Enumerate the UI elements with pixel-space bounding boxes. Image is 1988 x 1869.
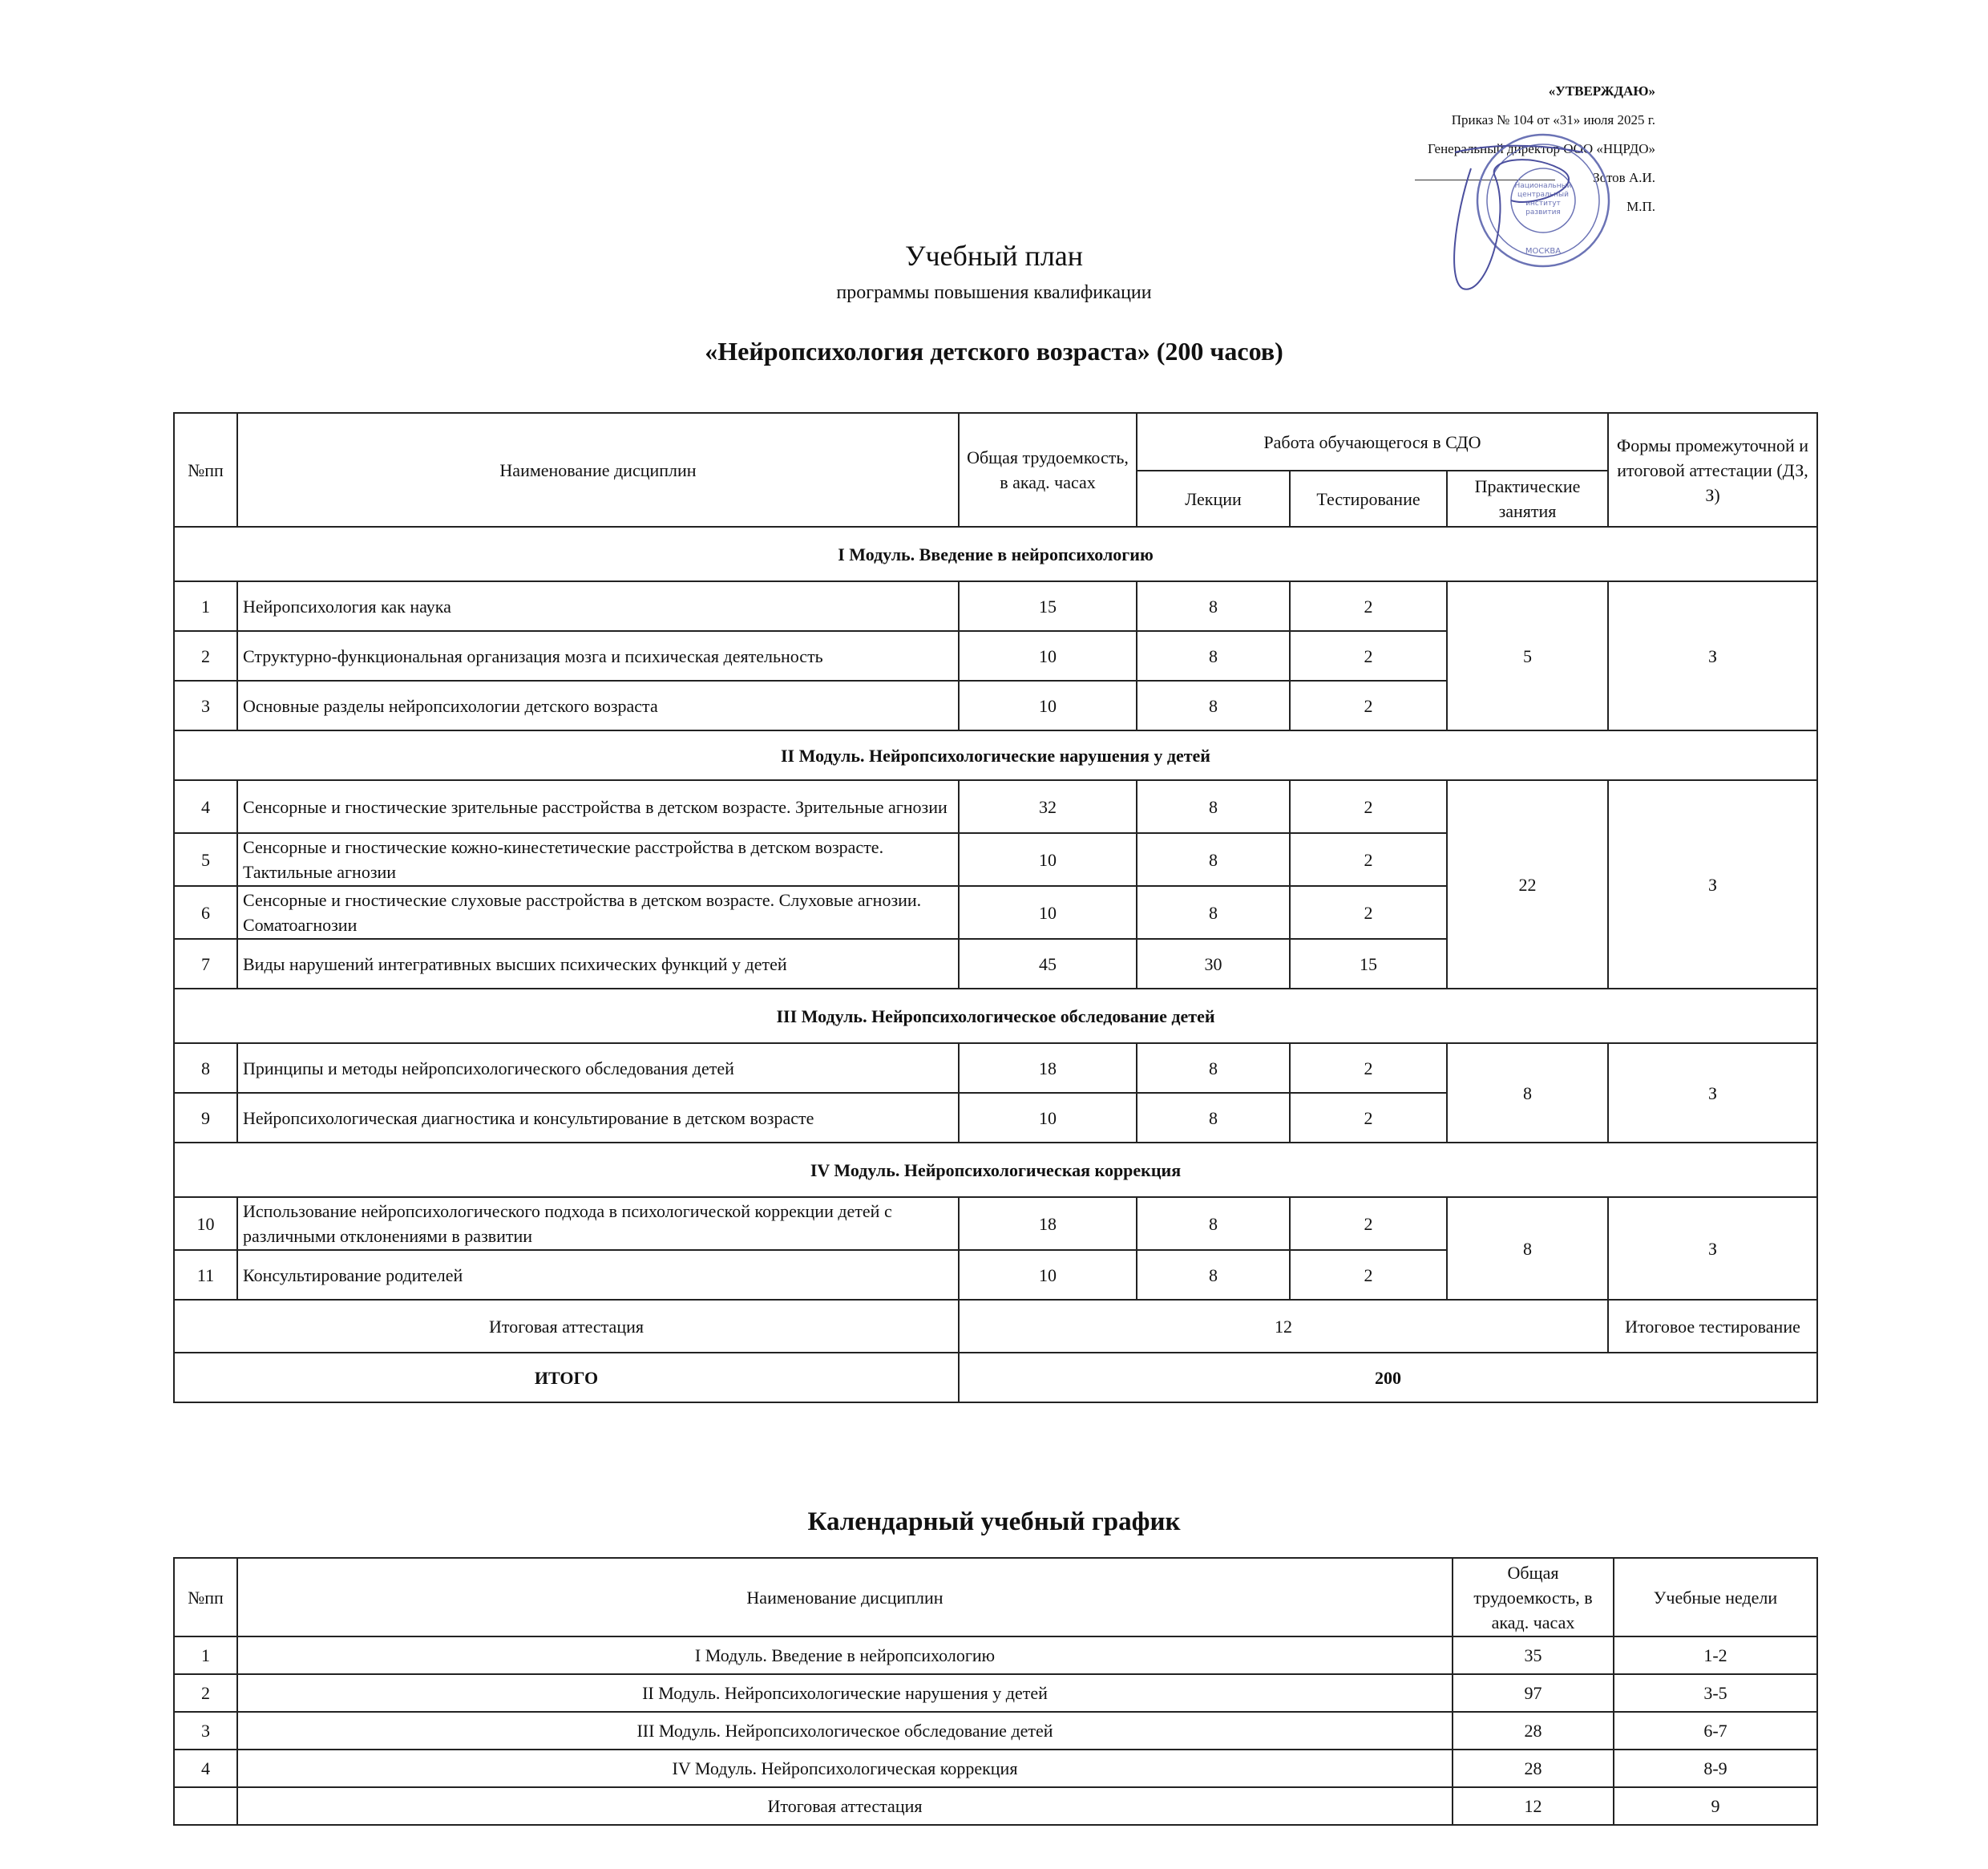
- total-row: [174, 1353, 1817, 1402]
- module-title: III Модуль. Нейропсихологическое обследование детей: [174, 989, 1817, 1043]
- row-num: 10: [174, 1197, 237, 1250]
- module-title: I Модуль. Введение в нейропсихологию: [174, 527, 1817, 581]
- row-testing: 2: [1290, 1250, 1447, 1300]
- schedule-header-num: №пп: [174, 1558, 237, 1636]
- row-num: 9: [174, 1093, 237, 1143]
- svg-text:центральный: центральный: [1517, 191, 1569, 199]
- row-testing: 2: [1290, 631, 1447, 681]
- schedule-row: [174, 1636, 1817, 1674]
- row-name: Виды нарушений интегративных высших психических функций у детей: [237, 939, 959, 989]
- row-name: Основные разделы нейропсихологии детского возраста: [237, 681, 959, 730]
- svg-text:институт: институт: [1525, 200, 1561, 208]
- row-testing: 2: [1290, 681, 1447, 730]
- row-lectures: 30: [1137, 939, 1290, 989]
- document-title: Учебный план: [904, 240, 1084, 272]
- header-forms: Формы промежуточной и итоговой аттестации (ДЗ, З): [1608, 413, 1817, 527]
- schedule-row: [174, 1750, 1817, 1787]
- final-attestation-hours: 12: [959, 1300, 1608, 1353]
- module-practice: 5: [1447, 581, 1608, 730]
- row-total: 32: [959, 780, 1137, 833]
- row-name: Сенсорные и гностические зрительные расстройства в детском возрасте. Зрительные агнозии: [237, 780, 959, 833]
- row-lectures: 8: [1137, 631, 1290, 681]
- table-row: [174, 1197, 1817, 1250]
- schedule-num: 3: [174, 1712, 237, 1750]
- table-row: [174, 780, 1817, 833]
- row-total: 18: [959, 1197, 1137, 1250]
- module-practice: 8: [1447, 1043, 1608, 1143]
- schedule-weeks: 8-9: [1614, 1750, 1817, 1787]
- row-total: 10: [959, 1250, 1137, 1300]
- schedule-num: 1: [174, 1636, 237, 1674]
- schedule-header-name: Наименование дисциплин: [237, 1558, 1453, 1636]
- schedule-title: Календарный учебный график: [807, 1507, 1181, 1536]
- row-testing: 2: [1290, 1197, 1447, 1250]
- row-lectures: 8: [1137, 681, 1290, 730]
- svg-text:развития: развития: [1525, 208, 1561, 216]
- module-form: З: [1608, 581, 1817, 730]
- module-form: З: [1608, 780, 1817, 989]
- curriculum-table: [173, 412, 1818, 1403]
- module-form: З: [1608, 1197, 1817, 1300]
- final-attestation-form: Итоговое тестирование: [1608, 1300, 1817, 1353]
- schedule-total: 28: [1453, 1712, 1614, 1750]
- row-testing: 15: [1290, 939, 1447, 989]
- total-hours: 200: [959, 1353, 1817, 1402]
- approval-order: Приказ № 104 от «31» июля 2025 г.: [1451, 112, 1655, 127]
- module-title: II Модуль. Нейропсихологические нарушения у детей: [174, 730, 1817, 780]
- row-lectures: 8: [1137, 1197, 1290, 1250]
- module-form: З: [1608, 1043, 1817, 1143]
- schedule-total: 28: [1453, 1750, 1614, 1787]
- row-name: Сенсорные и гностические кожно-кинестетические расстройства в детском возрасте. Тактильные агнозии: [237, 833, 959, 886]
- row-name: Сенсорные и гностические слуховые расстройства в детском возрасте. Слуховые агнозии. Соматоагнозии: [237, 886, 959, 939]
- row-num: 3: [174, 681, 237, 730]
- schedule-row: [174, 1787, 1817, 1825]
- row-total: 45: [959, 939, 1137, 989]
- row-name: Использование нейропсихологического подхода в психологической коррекции детей с различными отклонениями в развитии: [237, 1197, 959, 1250]
- row-name: Нейропсихология как наука: [237, 581, 959, 631]
- schedule-row: [174, 1674, 1817, 1712]
- row-num: 6: [174, 886, 237, 939]
- row-lectures: 8: [1137, 581, 1290, 631]
- row-total: 10: [959, 681, 1137, 730]
- row-total: 10: [959, 833, 1137, 886]
- schedule-name: III Модуль. Нейропсихологическое обследование детей: [237, 1712, 1453, 1750]
- schedule-num: [174, 1787, 237, 1825]
- schedule-row: [174, 1712, 1817, 1750]
- row-total: 10: [959, 886, 1137, 939]
- row-num: 11: [174, 1250, 237, 1300]
- schedule-name: I Модуль. Введение в нейропсихологию: [237, 1636, 1453, 1674]
- document-subtitle: программы повышения квалификации: [836, 282, 1152, 303]
- schedule-num: 2: [174, 1674, 237, 1712]
- row-testing: 2: [1290, 1093, 1447, 1143]
- table-row: [174, 1043, 1817, 1093]
- schedule-table: [173, 1557, 1818, 1826]
- module-practice: 8: [1447, 1197, 1608, 1300]
- row-testing: 2: [1290, 833, 1447, 886]
- row-name: Нейропсихологическая диагностика и консультирование в детском возрасте: [237, 1093, 959, 1143]
- row-total: 18: [959, 1043, 1137, 1093]
- row-total: 10: [959, 1093, 1137, 1143]
- row-lectures: 8: [1137, 1043, 1290, 1093]
- module-row: [174, 989, 1817, 1043]
- header-name: Наименование дисциплин: [237, 413, 959, 527]
- header-sdo: Работа обучающегося в СДО: [1137, 413, 1608, 471]
- row-num: 2: [174, 631, 237, 681]
- svg-text:Национальный: Национальный: [1514, 182, 1572, 190]
- schedule-name: II Модуль. Нейропсихологические нарушения у детей: [237, 1674, 1453, 1712]
- row-name: Структурно-функциональная организация мозга и психическая деятельность: [237, 631, 959, 681]
- schedule-header-weeks: Учебные недели: [1614, 1558, 1817, 1636]
- total-label: ИТОГО: [174, 1353, 959, 1402]
- row-lectures: 8: [1137, 833, 1290, 886]
- approval-position: Генеральный директор ООО «НЦРДО»: [1428, 141, 1655, 156]
- row-testing: 2: [1290, 1043, 1447, 1093]
- row-num: 5: [174, 833, 237, 886]
- schedule-name: Итоговая аттестация: [237, 1787, 1453, 1825]
- module-title: IV Модуль. Нейропсихологическая коррекция: [174, 1143, 1817, 1197]
- schedule-total: 35: [1453, 1636, 1614, 1674]
- header-practice: Практические занятия: [1447, 471, 1608, 527]
- row-testing: 2: [1290, 780, 1447, 833]
- program-title: «Нейропсихология детского возраста» (200 часов): [705, 337, 1283, 366]
- row-testing: 2: [1290, 581, 1447, 631]
- row-num: 7: [174, 939, 237, 989]
- row-num: 8: [174, 1043, 237, 1093]
- table-row: [174, 581, 1817, 631]
- row-lectures: 8: [1137, 1250, 1290, 1300]
- schedule-weeks: 3-5: [1614, 1674, 1817, 1712]
- final-attestation-label: Итоговая аттестация: [174, 1300, 959, 1353]
- final-attestation-row: [174, 1300, 1817, 1353]
- module-row: [174, 1143, 1817, 1197]
- header-lectures: Лекции: [1137, 471, 1290, 527]
- header-total: Общая трудоемкость, в акад. часах: [959, 413, 1137, 527]
- approval-name: Зотов А.И.: [1593, 170, 1655, 185]
- row-total: 15: [959, 581, 1137, 631]
- row-lectures: 8: [1137, 780, 1290, 833]
- row-testing: 2: [1290, 886, 1447, 939]
- schedule-total: 97: [1453, 1674, 1614, 1712]
- approval-header: «УТВЕРЖДАЮ»: [1548, 83, 1655, 99]
- header-testing: Тестирование: [1290, 471, 1447, 527]
- module-practice: 22: [1447, 780, 1608, 989]
- header-num: №пп: [174, 413, 237, 527]
- row-num: 4: [174, 780, 237, 833]
- row-name: Принципы и методы нейропсихологического обследования детей: [237, 1043, 959, 1093]
- schedule-num: 4: [174, 1750, 237, 1787]
- row-lectures: 8: [1137, 1093, 1290, 1143]
- module-row: [174, 527, 1817, 581]
- row-total: 10: [959, 631, 1137, 681]
- svg-text:МОСКВА: МОСКВА: [1525, 247, 1562, 256]
- schedule-weeks: 9: [1614, 1787, 1817, 1825]
- row-num: 1: [174, 581, 237, 631]
- schedule-weeks: 6-7: [1614, 1712, 1817, 1750]
- module-row: [174, 730, 1817, 780]
- schedule-name: IV Модуль. Нейропсихологическая коррекция: [237, 1750, 1453, 1787]
- approval-stamp-place: М.П.: [1626, 199, 1655, 214]
- schedule-header-total: Общая трудоемкость, в акад. часах: [1453, 1558, 1614, 1636]
- row-name: Консультирование родителей: [237, 1250, 959, 1300]
- row-lectures: 8: [1137, 886, 1290, 939]
- schedule-total: 12: [1453, 1787, 1614, 1825]
- schedule-weeks: 1-2: [1614, 1636, 1817, 1674]
